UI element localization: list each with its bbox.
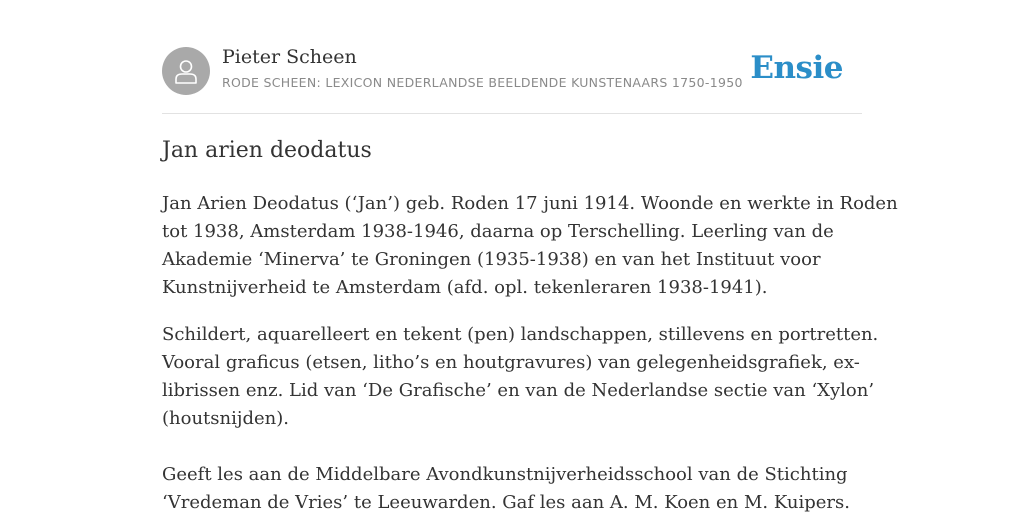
- paragraph-line: tot 1938, Amsterdam 1938-1946, daarna op Terschelling. Leerling van de: [162, 221, 834, 242]
- paragraph-line: librissen enz. Lid van ‘De Grafische’ en van de Nederlandse sectie van ‘Xylon’: [162, 380, 875, 401]
- paragraph-line: Jan Arien Deodatus (‘Jan’) geb. Roden 17 juni 1914. Woonde en werkte in Roden: [162, 193, 898, 214]
- paragraph-line: Vooral graficus (etsen, litho’s en houtgravures) van gelegenheidsgrafiek, ex-: [162, 352, 860, 373]
- article-card: [162, 0, 898, 513]
- avatar[interactable]: [162, 47, 210, 95]
- article-paragraph: [162, 190, 898, 302]
- ensie-logo[interactable]: Ensie: [750, 50, 843, 86]
- author-name[interactable]: Pieter Scheen: [222, 46, 357, 68]
- author-source[interactable]: RODE SCHEEN: LEXICON NEDERLANDSE BEELDENDE KUNSTENAARS 1750-1950: [222, 75, 743, 90]
- paragraph-line: Geeft les aan de Middelbare Avondkunstnijverheidsschool van de Stichting: [162, 464, 848, 485]
- paragraph-line: Akademie ‘Minerva’ te Groningen (1935-1938) en van het Instituut voor: [162, 249, 821, 270]
- article-title: Jan arien deodatus: [162, 138, 372, 163]
- paragraph-line: (houtsnijden).: [162, 408, 289, 429]
- paragraph-line: Schildert, aquarelleert en tekent (pen) landschappen, stillevens en portretten.: [162, 324, 879, 345]
- article-header: [162, 0, 862, 114]
- user-icon: [171, 56, 201, 86]
- article-paragraph: [162, 461, 862, 517]
- paragraph-line: Kunstnijverheid te Amsterdam (afd. opl. tekenleraren 1938-1941).: [162, 277, 768, 298]
- article-paragraph: [162, 321, 879, 433]
- paragraph-line: ‘Vredeman de Vries’ te Leeuwarden. Gaf les aan A. M. Koen en M. Kuipers.: [162, 492, 850, 513]
